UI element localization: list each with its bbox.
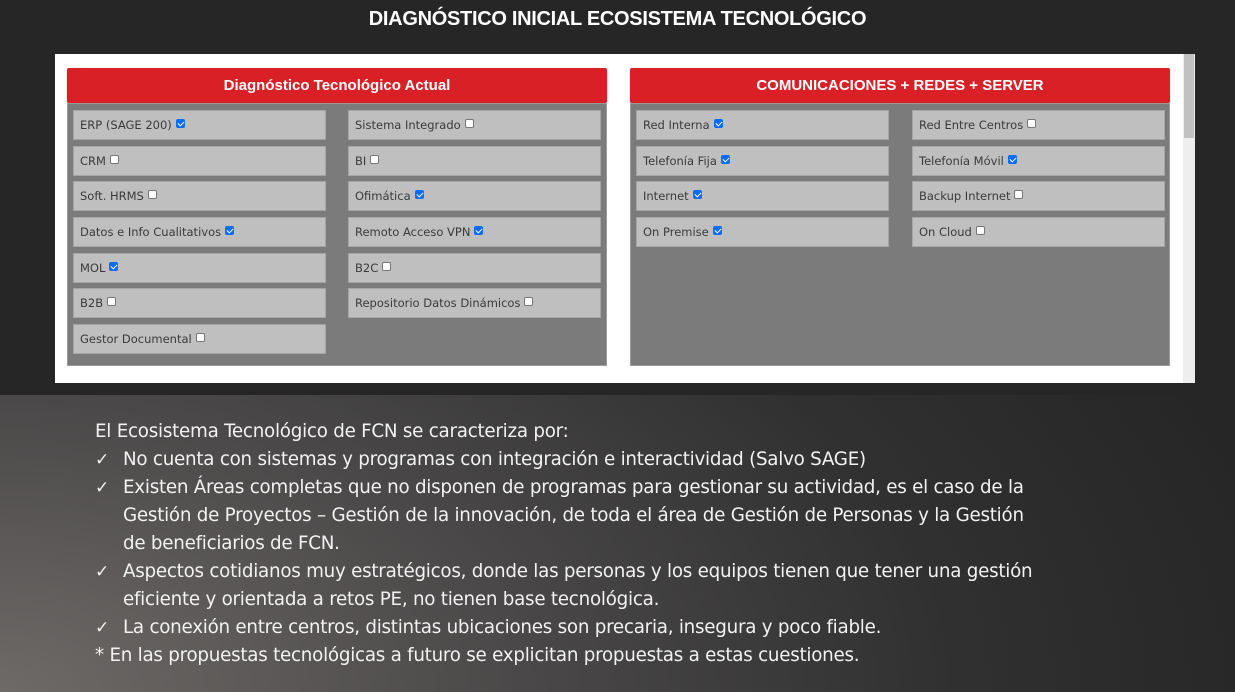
card-title: Diagnóstico Tecnológico Actual [223,77,451,94]
embedded-app-screenshot [55,54,1195,383]
checkbox-unchecked-icon[interactable] [370,155,379,164]
slide-title: DIAGNÓSTICO INICIAL ECOSISTEMA TECNOLÓGICO [368,8,867,30]
option-on-premise[interactable] [636,217,889,247]
option-on-cloud[interactable] [912,217,1165,247]
card-body [630,103,1170,366]
option-label: ERP (SAGE 200) [80,118,172,132]
checkbox-unchecked-icon[interactable] [465,119,474,128]
option-label: Repositorio Datos Dinámicos [355,296,521,310]
option-label: Backup Internet [919,189,1011,203]
summary-bullet [95,474,1195,558]
option-label: Ofimática [355,189,411,203]
option-crm[interactable] [73,146,326,176]
option-repositorio-datos-dinamicos[interactable] [348,288,601,318]
checkbox-checked-icon[interactable] [714,119,723,128]
checkbox-unchecked-icon[interactable] [976,226,985,235]
option-red-interna[interactable] [636,110,889,140]
scrollbar-thumb[interactable] [1184,54,1194,138]
option-label: On Cloud [919,225,972,239]
bullet-line: La conexión entre centros, distintas ubicaciones son precaria, insegura y poco fiable. [123,617,882,638]
option-label: Datos e Info Cualitativos [80,225,222,239]
option-datos-info-cualitativos[interactable] [73,217,326,247]
checkbox-checked-icon[interactable] [1008,155,1017,164]
checkbox-unchecked-icon[interactable] [196,333,205,342]
option-remoto-acceso-vpn[interactable] [348,217,601,247]
option-telefonia-movil[interactable] [912,146,1165,176]
option-label: Telefonía Fija [643,154,717,168]
checkbox-checked-icon[interactable] [721,155,730,164]
checkbox-checked-icon[interactable] [225,226,234,235]
option-label: Gestor Documental [80,332,192,346]
option-label: On Premise [643,225,709,239]
option-backup-internet[interactable] [912,181,1165,211]
option-label: BI [355,154,367,168]
option-label: B2C [355,261,379,275]
option-erp[interactable] [73,110,326,140]
option-ofimatica[interactable] [348,181,601,211]
option-label: B2B [80,296,104,310]
card-diagnostico-tecnologico [67,68,607,366]
vertical-scrollbar[interactable] [1183,54,1195,383]
checkmark-icon: ✓ [95,562,109,582]
option-internet[interactable] [636,181,889,211]
summary-text [95,418,1195,670]
summary-bullet [95,446,1195,474]
checkbox-checked-icon[interactable] [693,190,702,199]
bullet-line: Aspectos cotidianos muy estratégicos, donde las personas y los equipos tienen que tener una gestión [123,561,1033,582]
option-bi[interactable] [348,146,601,176]
card-body [67,103,607,366]
option-label: CRM [80,154,106,168]
checkbox-unchecked-icon[interactable] [1027,119,1036,128]
checkbox-checked-icon[interactable] [109,262,118,271]
bullet-line: eficiente y orientada a retos PE, no tienen base tecnológica. [123,589,660,610]
checkmark-icon: ✓ [95,478,109,498]
option-soft-hrms[interactable] [73,181,326,211]
checkbox-checked-icon[interactable] [713,226,722,235]
card-header [67,68,607,103]
checkbox-unchecked-icon[interactable] [524,297,533,306]
bullet-line: Existen Áreas completas que no disponen de programas para gestionar su actividad, es el caso de la [123,477,1024,498]
summary-bullet [95,558,1195,614]
option-label: Sistema Integrado [355,118,461,132]
checkbox-unchecked-icon[interactable] [1014,190,1023,199]
summary-bullet [95,614,1195,642]
bullet-line: de beneficiarios de FCN. [123,533,340,554]
card-header [630,68,1170,103]
checkbox-checked-icon[interactable] [176,119,185,128]
checkbox-unchecked-icon[interactable] [110,155,119,164]
checkbox-checked-icon[interactable] [474,226,483,235]
checkmark-icon: ✓ [95,450,109,470]
checkbox-unchecked-icon[interactable] [107,297,116,306]
option-label: Remoto Acceso VPN [355,225,471,239]
bullet-line: Gestión de Proyectos – Gestión de la innovación, de toda el área de Gestión de Personas y la Gestión [123,505,1024,526]
checkbox-checked-icon[interactable] [415,190,424,199]
option-telefonia-fija[interactable] [636,146,889,176]
option-label: Red Entre Centros [919,118,1024,132]
option-label: MOL [80,261,106,275]
summary-footnote: * En las propuestas tecnológicas a futuro se explicitan propuestas a estas cuestiones. [95,645,860,666]
option-label: Internet [643,189,689,203]
bullet-line: No cuenta con sistemas y programas con integración e interactividad (Salvo SAGE) [123,449,866,470]
option-label: Soft. HRMS [80,189,144,203]
checkmark-icon: ✓ [95,618,109,638]
option-b2c[interactable] [348,253,601,283]
option-b2b[interactable] [73,288,326,318]
option-label: Red Interna [643,118,710,132]
option-label: Telefonía Móvil [919,154,1004,168]
option-sistema-integrado[interactable] [348,110,601,140]
option-red-entre-centros[interactable] [912,110,1165,140]
card-title: COMUNICACIONES + REDES + SERVER [756,77,1044,94]
option-gestor-documental[interactable] [73,324,326,354]
card-comunicaciones-redes-server [630,68,1170,366]
checkbox-unchecked-icon[interactable] [382,262,391,271]
summary-intro: El Ecosistema Tecnológico de FCN se caracteriza por: [95,421,569,442]
checkbox-unchecked-icon[interactable] [148,190,157,199]
option-mol[interactable] [73,253,326,283]
